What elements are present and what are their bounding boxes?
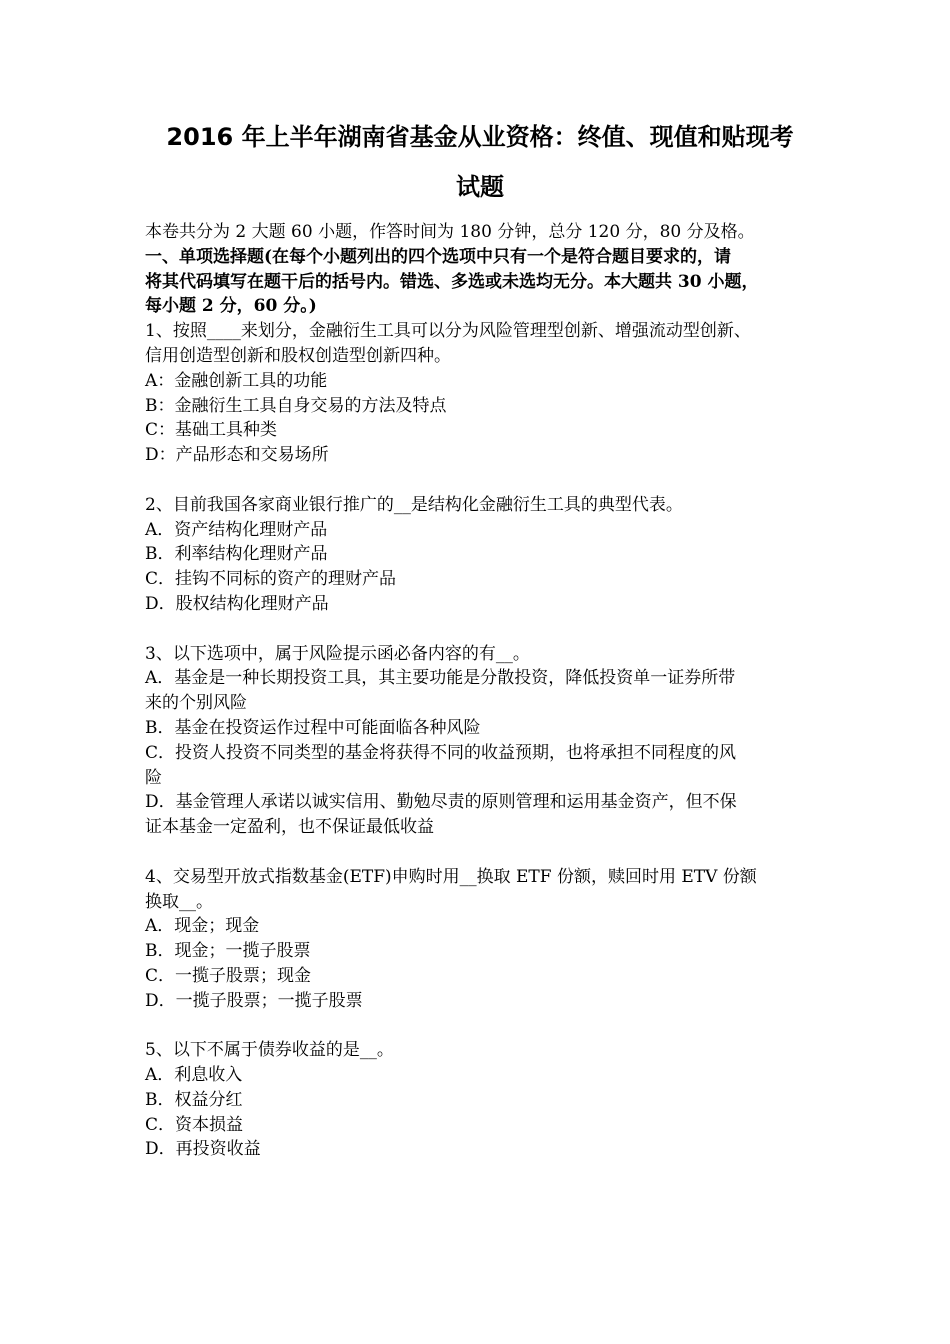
question-1 bbox=[145, 319, 815, 468]
question-stem-line: 1、按照____来划分，金融衍生工具可以分为风险管理型创新、增强流动型创新、 bbox=[145, 321, 751, 342]
answer-option-line: 来的个别风险 bbox=[145, 693, 247, 714]
answer-option-line: 证本基金一定盈利，也不保证最低收益 bbox=[145, 817, 434, 838]
document-page bbox=[145, 112, 815, 1187]
section-heading-line-3: 每小题 2 分，60 分。) bbox=[145, 296, 317, 317]
answer-option bbox=[145, 394, 815, 419]
answer-option-line: A．利息收入 bbox=[145, 1065, 243, 1086]
section-heading-line-1: 一、单项选择题(在每个小题列出的四个选项中只有一个是符合题目要求的，请 bbox=[145, 246, 732, 267]
answer-option-line: C．资本损益 bbox=[145, 1114, 244, 1135]
answer-option-line: C：基础工具种类 bbox=[145, 420, 278, 441]
question-stem-line: 3、以下选项中，属于风险提示函必备内容的有__。 bbox=[145, 643, 530, 664]
answer-option bbox=[145, 989, 815, 1014]
answer-option bbox=[145, 1088, 815, 1113]
answer-option bbox=[145, 964, 815, 989]
answer-option bbox=[145, 418, 815, 443]
question-stem-line: 2、目前我国各家商业银行推广的__是结构化金融衍生工具的典型代表。 bbox=[145, 494, 683, 515]
answer-option-line: B．现金；一揽子股票 bbox=[145, 941, 311, 962]
answer-option bbox=[145, 716, 815, 741]
answer-option-line: C．挂钩不同标的资产的理财产品 bbox=[145, 569, 397, 590]
answer-option bbox=[145, 592, 815, 617]
section-heading-line-2: 将其代码填写在题干后的括号内。错选、多选或未选均无分。本大题共 30 小题， bbox=[145, 271, 759, 292]
answer-option bbox=[145, 1113, 815, 1138]
answer-option-line: C．一揽子股票；现金 bbox=[145, 965, 312, 986]
answer-option-line: D．基金管理人承诺以诚实信用、勤勉尽责的原则管理和运用基金资产，但不保 bbox=[145, 792, 737, 813]
answer-option-line: D：产品形态和交易场所 bbox=[145, 445, 329, 466]
question-2 bbox=[145, 493, 815, 617]
answer-option bbox=[145, 939, 815, 964]
answer-option-line: C．投资人投资不同类型的基金将获得不同的收益预期，也将承担不同程度的风 bbox=[145, 742, 737, 763]
answer-option-line: B．基金在投资运作过程中可能面临各种风险 bbox=[145, 717, 481, 738]
question-stem-line: 5、以下不属于债券收益的是__。 bbox=[145, 1040, 394, 1061]
answer-option bbox=[145, 914, 815, 939]
answer-option bbox=[145, 567, 815, 592]
answer-option-line: D．股权结构化理财产品 bbox=[145, 593, 329, 614]
answer-option-line: A：金融创新工具的功能 bbox=[145, 370, 328, 391]
question-stem-line: 换取__。 bbox=[145, 891, 213, 912]
answer-option bbox=[145, 666, 815, 716]
exam-intro: 本卷共分为 2 大题 60 小题，作答时间为 180 分钟，总分 120 分，80 分及格。 bbox=[145, 222, 755, 242]
answer-option-line: D．一揽子股票；一揽子股票 bbox=[145, 990, 363, 1011]
answer-option-line: D．再投资收益 bbox=[145, 1139, 261, 1160]
answer-option-line: B：金融衍生工具自身交易的方法及特点 bbox=[145, 395, 447, 416]
answer-option-line: 险 bbox=[145, 767, 162, 788]
answer-option-line: B．利率结构化理财产品 bbox=[145, 544, 328, 565]
answer-option bbox=[145, 443, 815, 468]
question-5 bbox=[145, 1038, 815, 1162]
section-heading bbox=[145, 245, 815, 319]
answer-option-line: B．权益分红 bbox=[145, 1089, 243, 1110]
document-title-line-2: 试题 bbox=[456, 173, 504, 201]
answer-option-line: A．资产结构化理财产品 bbox=[145, 519, 328, 540]
question-4 bbox=[145, 865, 815, 1014]
question-list bbox=[145, 319, 815, 1162]
answer-option bbox=[145, 741, 815, 791]
question-stem-line: 信用创造型创新和股权创造型创新四种。 bbox=[145, 345, 451, 366]
answer-option bbox=[145, 1137, 815, 1162]
answer-option-line: A．现金；现金 bbox=[145, 916, 260, 937]
answer-option bbox=[145, 1063, 815, 1088]
question-3 bbox=[145, 642, 815, 840]
answer-option-line: A．基金是一种长期投资工具，其主要功能是分散投资，降低投资单一证券所带 bbox=[145, 668, 736, 689]
answer-option bbox=[145, 518, 815, 543]
answer-option bbox=[145, 369, 815, 394]
document-title-line-1: 2016 年上半年湖南省基金从业资格：终值、现值和贴现考 bbox=[166, 123, 794, 151]
answer-option bbox=[145, 542, 815, 567]
answer-option bbox=[145, 790, 815, 840]
question-stem-line: 4、交易型开放式指数基金(ETF)申购时用__换取 ETF 份额，赎回时用 ETV 份额 bbox=[145, 866, 757, 887]
